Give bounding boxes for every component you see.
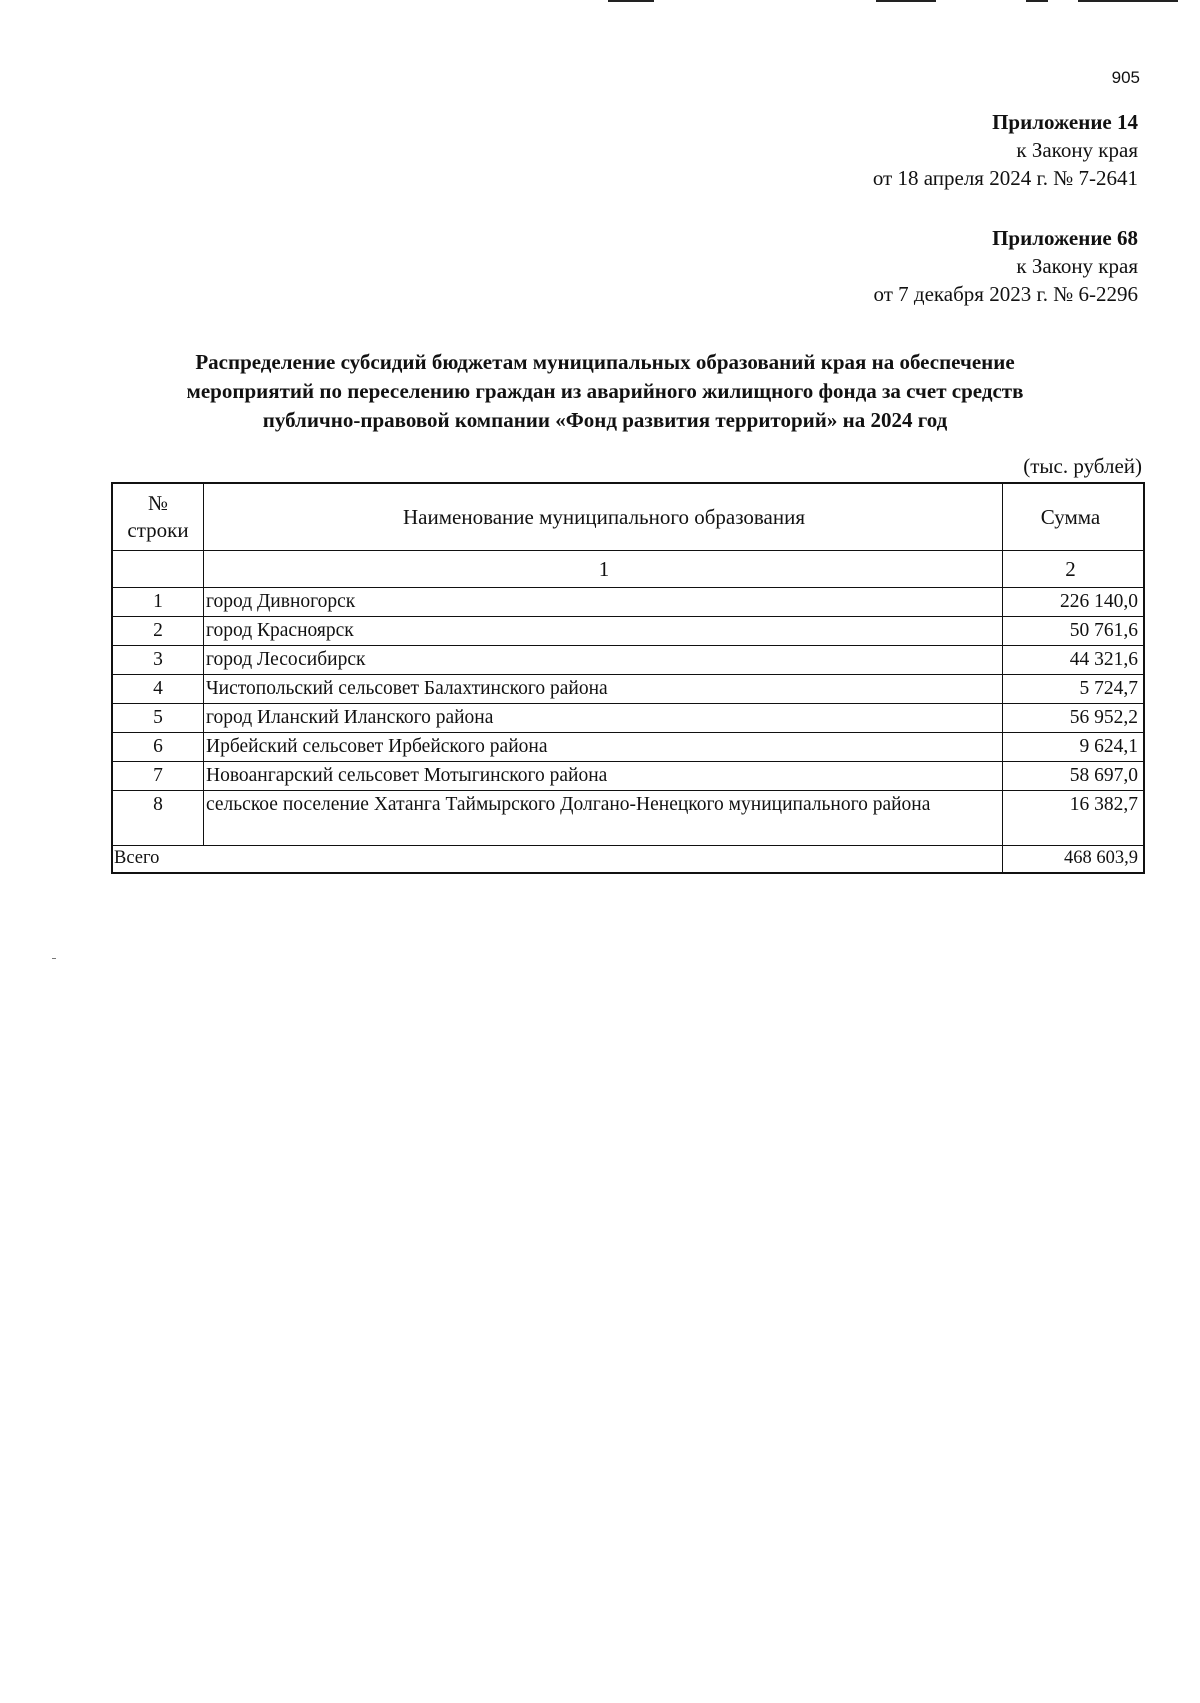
row-sum: 56 952,2 xyxy=(1069,707,1138,728)
total-sum: 468 603,9 xyxy=(1064,848,1138,868)
subsidy-table xyxy=(111,482,1145,874)
scan-artifact xyxy=(52,958,56,959)
table-row xyxy=(113,587,1143,616)
row-municipality: Ирбейский сельсовет Ирбейского района xyxy=(204,733,1003,761)
document-title-line: мероприятий по переселению граждан из аварийного жилищного фонда за счет средств xyxy=(186,379,1024,403)
table-row xyxy=(113,645,1143,674)
scan-artifact xyxy=(1078,0,1178,2)
row-sum: 16 382,7 xyxy=(1069,794,1138,815)
header-number-word: строки xyxy=(127,518,189,542)
row-number: 7 xyxy=(113,762,204,790)
index-cell-number xyxy=(113,551,204,587)
appendix-14-date: от 18 апреля 2024 г. № 7-2641 xyxy=(872,166,1138,190)
row-municipality: Новоангарский сельсовет Мотыгинского района xyxy=(204,762,1003,790)
appendix-68-block xyxy=(874,224,1138,308)
row-number: 1 xyxy=(113,588,204,616)
row-number: 6 xyxy=(113,733,204,761)
index-cell-sum: 2 xyxy=(1065,556,1076,581)
row-municipality: Чистопольский сельсовет Балахтинского района xyxy=(204,675,1003,703)
header-number-sign: № xyxy=(147,491,169,515)
row-number: 4 xyxy=(113,675,204,703)
table-row xyxy=(113,790,1143,845)
index-cell-name: 1 xyxy=(204,551,1003,587)
row-sum: 58 697,0 xyxy=(1069,765,1138,786)
row-number: 3 xyxy=(113,646,204,674)
total-label: Всего xyxy=(113,846,1003,872)
row-municipality: город Лесосибирск xyxy=(204,646,1003,674)
appendix-14-block xyxy=(873,108,1138,192)
scan-artifact xyxy=(608,0,654,2)
row-sum: 50 761,6 xyxy=(1069,620,1138,641)
header-sum: Сумма xyxy=(1040,504,1101,529)
document-title-line: Распределение субсидий бюджетам муниципальных образований края на обеспечение xyxy=(195,350,1015,374)
table-row xyxy=(113,674,1143,703)
table-index-row xyxy=(113,550,1143,587)
appendix-14-title: Приложение 14 xyxy=(992,110,1138,134)
row-number: 8 xyxy=(113,791,204,845)
scan-artifact xyxy=(876,0,936,2)
appendix-68-date: от 7 декабря 2023 г. № 6-2296 xyxy=(873,282,1138,306)
scan-artifact xyxy=(1026,0,1048,2)
row-number: 2 xyxy=(113,617,204,645)
appendix-68-law: к Закону края xyxy=(1016,254,1138,278)
table-row xyxy=(113,761,1143,790)
row-sum: 44 321,6 xyxy=(1069,649,1138,670)
units-label: (тыс. рублей) xyxy=(1023,454,1142,478)
appendix-68-title: Приложение 68 xyxy=(992,226,1138,250)
table-row xyxy=(113,703,1143,732)
row-municipality: город Красноярск xyxy=(204,617,1003,645)
row-municipality: город Иланский Иланского района xyxy=(204,704,1003,732)
document-title-line: публично-правовой компании «Фонд развития территорий» на 2024 год xyxy=(262,408,948,432)
page-number: 905 xyxy=(1111,68,1140,87)
header-name: Наименование муниципального образования xyxy=(204,484,1003,550)
appendix-14-law: к Закону края xyxy=(1016,138,1138,162)
row-sum: 5 724,7 xyxy=(1079,678,1138,699)
row-municipality: сельское поселение Хатанга Таймырского Долгано-Ненецкого муниципального района xyxy=(204,791,1003,845)
table-header-row xyxy=(113,484,1143,550)
row-sum: 226 140,0 xyxy=(1060,591,1138,612)
row-number: 5 xyxy=(113,704,204,732)
row-sum: 9 624,1 xyxy=(1079,736,1138,757)
row-municipality: город Дивногорск xyxy=(204,588,1003,616)
table-total-row xyxy=(113,845,1143,872)
document-title xyxy=(110,348,1100,435)
table-row xyxy=(113,732,1143,761)
table-row xyxy=(113,616,1143,645)
header-row-number xyxy=(113,484,204,550)
